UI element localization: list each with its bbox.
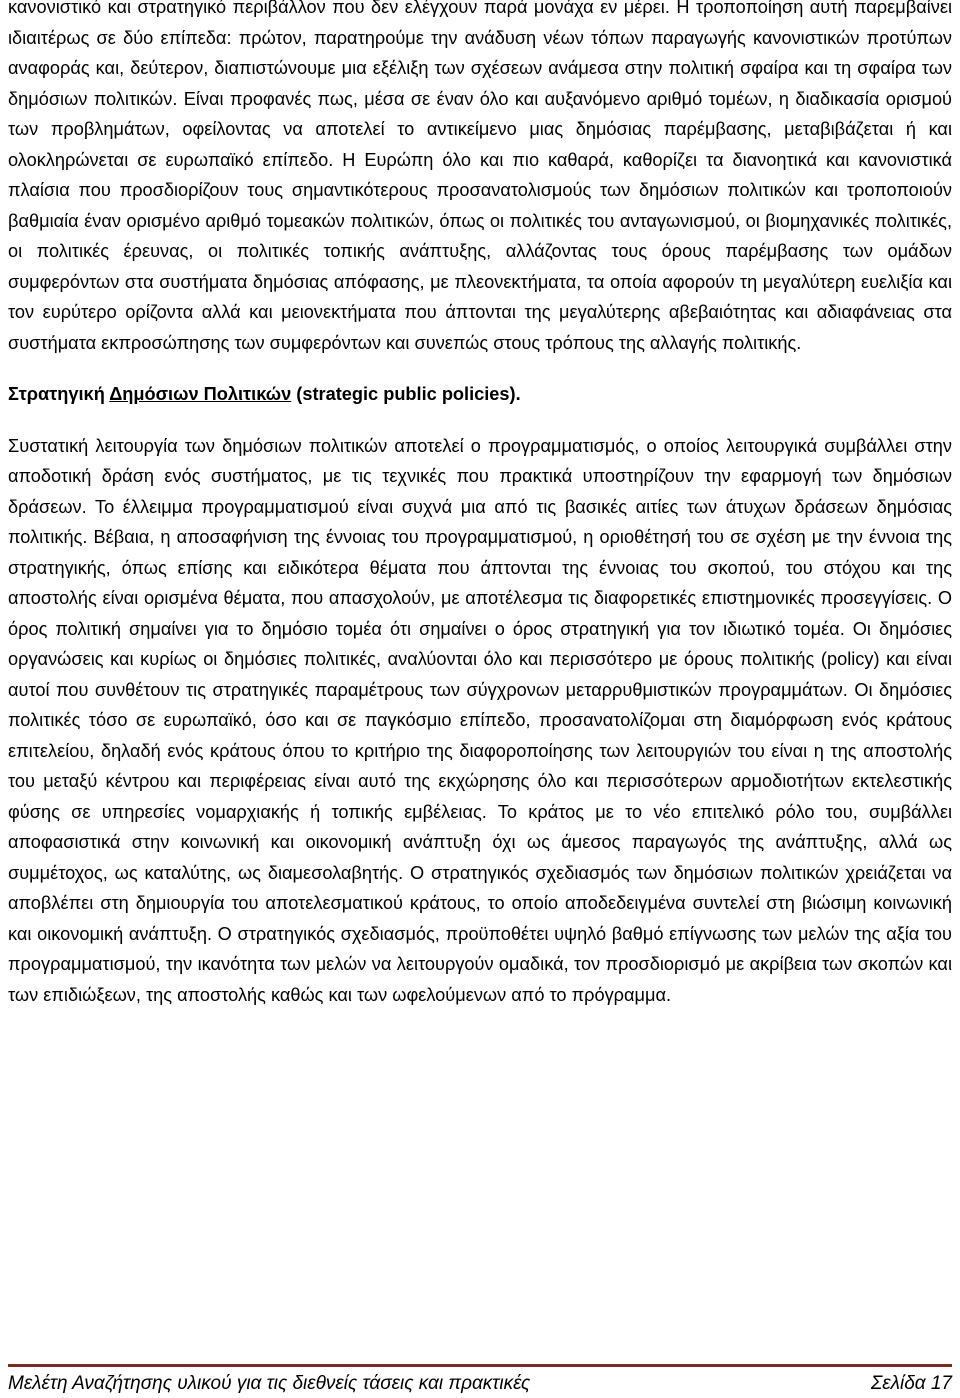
page-number: Σελίδα 17 xyxy=(870,1373,952,1394)
heading-part-underlined: Δημόσιων Πολιτικών xyxy=(109,384,292,404)
document-body xyxy=(8,0,952,1010)
page-footer xyxy=(8,1364,952,1395)
section-heading xyxy=(8,379,952,410)
footer-title: Μελέτη Αναζήτησης υλικού για τις διεθνείς τάσεις και πρακτικές xyxy=(8,1373,531,1394)
heading-part-3: (strategic public policies). xyxy=(291,384,521,404)
heading-part-1: Στρατηγική xyxy=(8,384,110,404)
paragraph-intro: κανονιστικό και στρατηγικό περιβάλλον που δεν ελέγχουν παρά μονάχα εν μέρει. Η τροποποίηση αυτή παρεμβαίνει ιδιαιτέρως σε δύο επίπεδα: πρώτον, παρατηρούμε την ανάδυση νέων τόπων παραγωγής κανονιστικών προτύπων αναφοράς και, δεύτερον, διαπιστώνουμε μια εξέλιξη των σχέσεων ανάμεσα στην πολιτική σφαίρα και τη σφαίρα των δημόσιων πολιτικών. Είναι προφανές πως, μέσα σε έναν όλο και αυξανόμενο αριθμό τομέων, η διαδικασία ορισμού των προβλημάτων, οφείλοντας να αποτελεί το αντικείμενο μιας δημόσιας παρέμβασης, μεταβιβάζεται ή και ολοκληρώνεται σε ευρωπαϊκό επίπεδο. Η Ευρώπη όλο και πιο καθαρά, καθορίζει τα διανοητικά και κανονιστικά πλαίσια που προσδιορίζουν τους σημαντικότερους προσανατολισμούς των δημόσιων πολιτικών και τροποποιούν βαθμιαία έναν ορισμένο αριθμό τομεακών πολιτικών, όπως οι πολιτικές του ανταγωνισμού, οι βιομηχανικές πολιτικές, οι πολιτικές έρευνας, οι πολιτικές τοπικής ανάπτυξης, αλλάζοντας τους όρους παρέμβασης των ομάδων συμφερόντων στα συστήματα δημόσιας απόφασης, με πλεονεκτήματα, τα οποία αφορούν τη μεγαλύτερη ευελιξία και τον ευρύτερο ορίζοντα αλλά και μειονεκτήματα που άπτονται της μεγαλύτερης αβεβαιότητας και αδιαφάνειας στα συστήματα εκπροσώπησης των συμφερόντων και συνεπώς στους τρόπους της αλλαγής πολιτικής. xyxy=(8,0,952,353)
paragraph-strategic-policies: Συστατική λειτουργία των δημόσιων πολιτικών αποτελεί ο προγραμματισμός, ο οποίος λειτουργικά συμβάλλει στην αποδοτική δράση ενός συστήματος, με τις τεχνικές που πρακτικά υποστηρίζουν την εφαρμογή των δημόσιων δράσεων. Το έλλειμμα προγραμματισμού είναι συχνά μια από τις βασικές αιτίες των άτυχων δράσεων δημόσιας πολιτικής. Βέβαια, η αποσαφήνιση της έννοιας του προγραμματισμού, η οριοθέτησή του σε σχέση με την έννοια της στρατηγικής, όπως επίσης και ειδικότερα θέματα που άπτονται της έννοιας του σκοπού, του στόχου και της αποστολής είναι ορισμένα θέματα, που απασχολούν, με αποτέλεσμα τις διαφορετικές επιστημονικές προσεγγίσεις. Ο όρος πολιτική σημαίνει για το δημόσιο τομέα ότι σημαίνει ο όρος στρατηγική για τον ιδιωτικό τομέα. Οι δημόσιες οργανώσεις και κυρίως οι δημόσιες πολιτικές, αναλύονται όλο και περισσότερο με όρους πολιτικής (policy) και είναι αυτοί που συνθέτουν τις στρατηγικές παραμέτρους των σύγχρονων μεταρρυθμιστικών προγραμμάτων. Οι δημόσιες πολιτικές τόσο σε ευρωπαϊκό, όσο και σε παγκόσμιο επίπεδο, προσανατολίζομαι στη διαμόρφωση ενός κράτους επιτελείου, δηλαδή ενός κράτους όπου το κριτήριο της διαφοροποίησης των λειτουργιών του είναι η της αποστολής του μεταξύ κέντρου και περιφέρειας είναι αυτό της εκχώρησης όλο και περισσότερων αρμοδιοτήτων εκτελεστικής φύσης σε υπηρεσίες νομαρχιακής ή τοπικής εμβέλειας. Το κράτος με το νέο επιτελικό ρόλο του, συμβάλλει αποφασιστικά στην κοινωνική και οικονομική ανάπτυξη όχι ως άμεσος παραγωγός της ανάπτυξης, αλλά ως συμμέτοχος, ως καταλύτης, ως διαμεσολαβητής. Ο στρατηγικός σχεδιασμός των δημόσιων πολιτικών χρειάζεται να αποβλέπει στη δημιουργία του αποτελεσματικού κράτους, το οποίο αποδεδειγμένα συντελεί στη βιώσιμη κοινωνική και οικονομική ανάπτυξη. Ο στρατηγικός σχεδιασμός, προϋποθέτει υψηλό βαθμό επίγνωσης των μελών της αξία του προγραμματισμού, την ικανότητα των μελών να λειτουργούν ομαδικά, τον προσδιορισμό με ακρίβεια των σκοπών και των επιδιώξεων, της αποστολής καθώς και των ωφελούμενων από το πρόγραμμα. xyxy=(8,435,952,1005)
